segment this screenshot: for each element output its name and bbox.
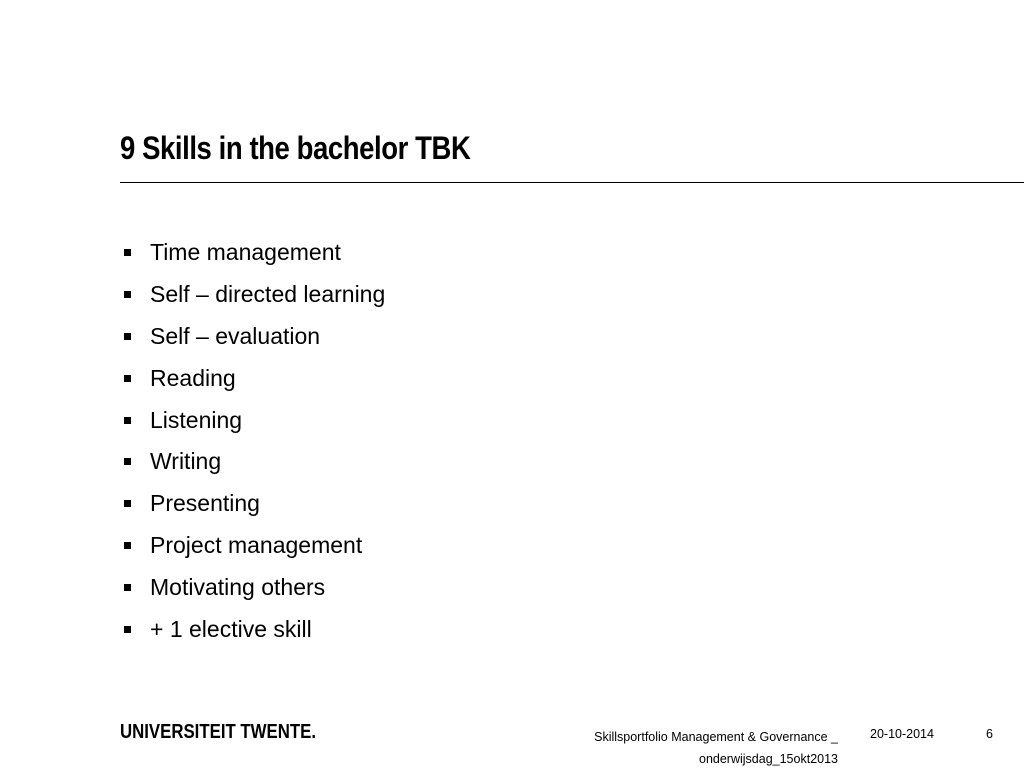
- square-bullet-icon: [124, 291, 131, 298]
- list-item: [120, 483, 385, 525]
- skills-list: [120, 232, 385, 650]
- square-bullet-icon: [124, 417, 131, 424]
- footer-date: 20-10-2014: [870, 727, 934, 741]
- university-logo: UNIVERSITEIT TWENTE.: [120, 721, 317, 743]
- list-item-label: Presenting: [150, 490, 260, 517]
- list-item-label: Reading: [150, 364, 236, 391]
- presentation-name-line1: Skillsportfolio Management & Governance _: [594, 730, 838, 744]
- list-item-label: Self – directed learning: [150, 281, 386, 308]
- square-bullet-icon: [124, 375, 131, 382]
- list-item-label: Motivating others: [150, 573, 326, 600]
- list-item-label: Project management: [150, 531, 363, 558]
- square-bullet-icon: [124, 249, 131, 256]
- list-item: [120, 566, 385, 608]
- list-item: [120, 399, 385, 441]
- page-number: 6: [986, 727, 993, 741]
- list-item: [120, 232, 385, 274]
- presentation-name-line2: onderwijsdag_15okt2013: [699, 752, 838, 766]
- list-item: [120, 357, 385, 399]
- list-item: [120, 441, 385, 483]
- square-bullet-icon: [124, 458, 131, 465]
- slide-title: 9 Skills in the bachelor TBK: [120, 130, 471, 166]
- list-item: [120, 316, 385, 358]
- title-divider: [120, 182, 1024, 183]
- list-item: [120, 274, 385, 316]
- list-item-label: Writing: [150, 448, 222, 475]
- square-bullet-icon: [124, 500, 131, 507]
- list-item-label: Listening: [150, 406, 243, 433]
- list-item: [120, 608, 385, 650]
- square-bullet-icon: [124, 626, 131, 633]
- square-bullet-icon: [124, 333, 131, 340]
- square-bullet-icon: [124, 584, 131, 591]
- square-bullet-icon: [124, 542, 131, 549]
- list-item: [120, 525, 385, 567]
- list-item-label: Self – evaluation: [150, 322, 321, 349]
- presentation-name: [518, 726, 838, 770]
- list-item-label: Time management: [150, 239, 341, 266]
- list-item-label: + 1 elective skill: [150, 615, 312, 642]
